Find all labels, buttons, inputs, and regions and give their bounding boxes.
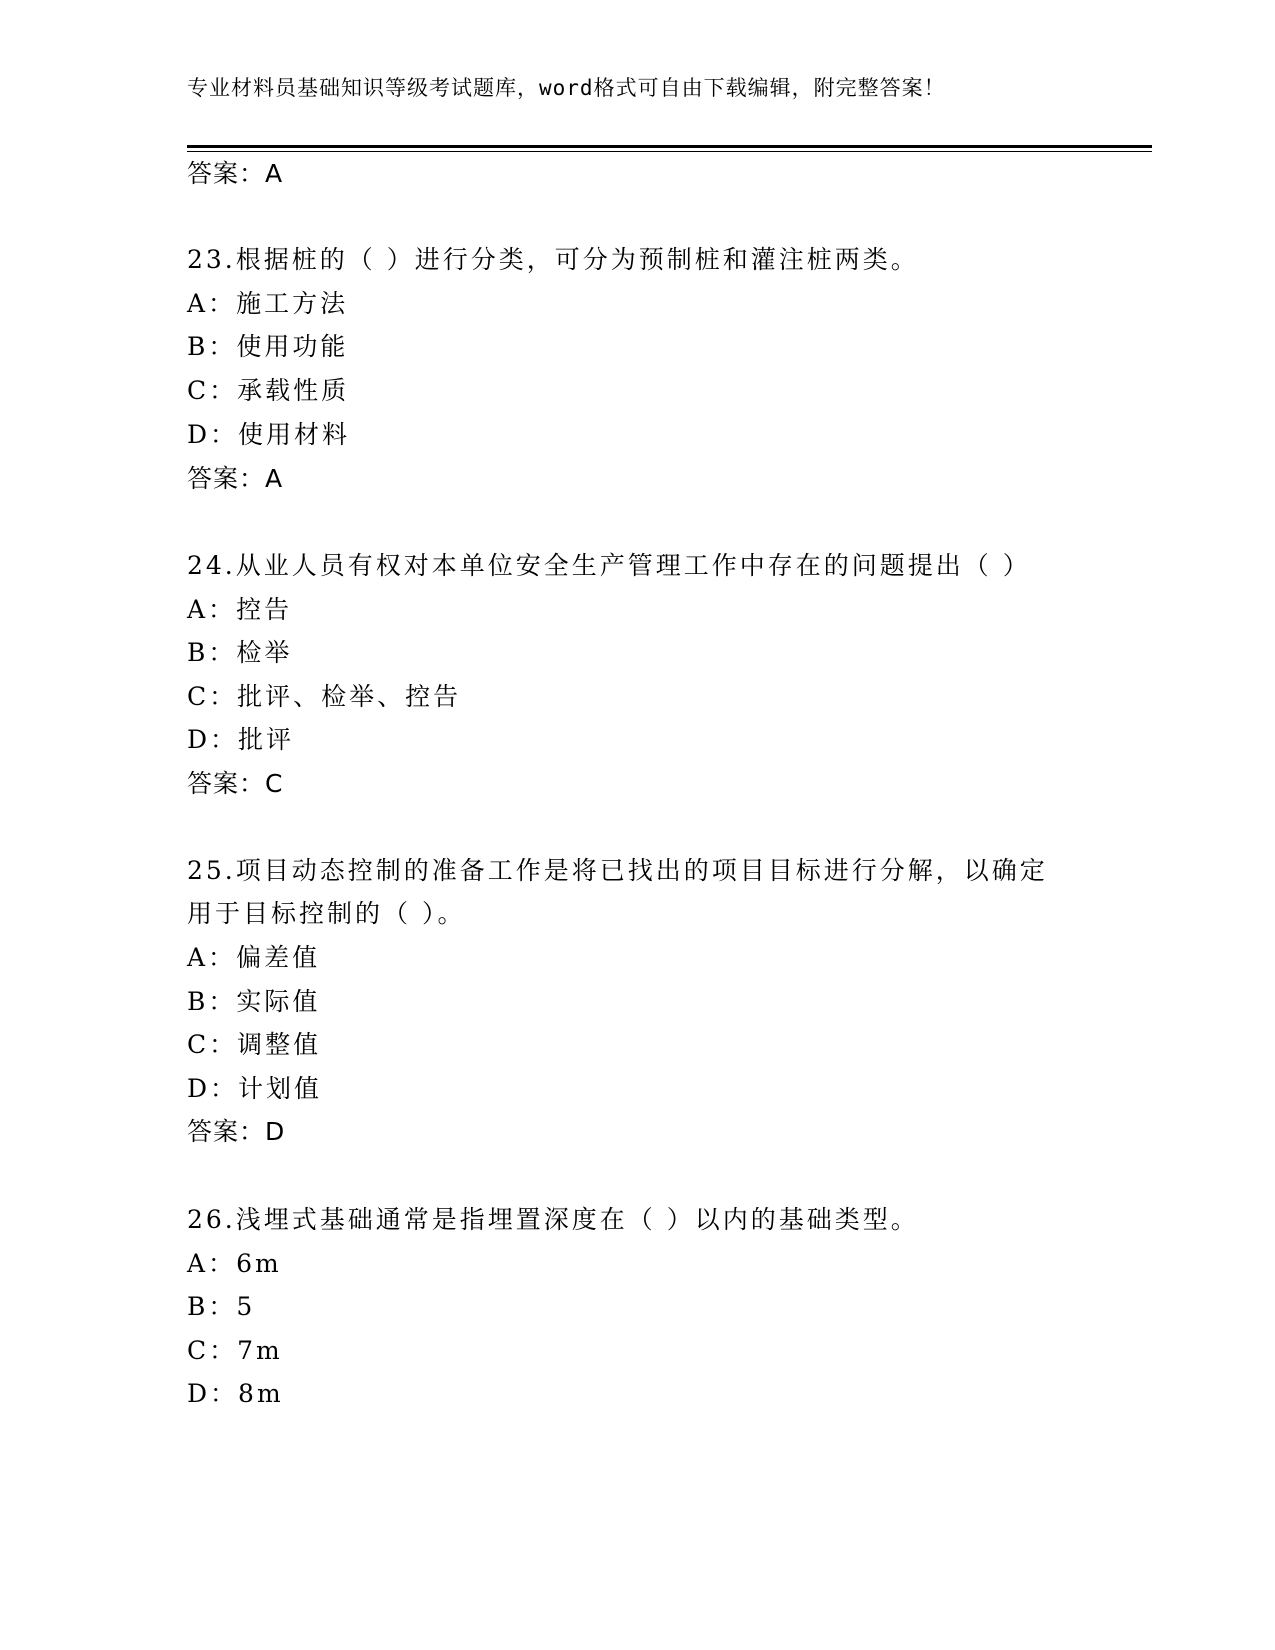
option-26-d bbox=[187, 1377, 284, 1411]
page-header: 专业材料员基础知识等级考试题库，word格式可自由下载编辑，附完整答案！ bbox=[187, 76, 946, 100]
question-26: 26.浅埋式基础通常是指埋置深度在（ ）以内的基础类型。 bbox=[187, 1205, 919, 1234]
question-23: 23.根据桩的（ ）进行分类，可分为预制桩和灌注桩两类。 bbox=[187, 245, 919, 274]
option-23-a bbox=[187, 287, 348, 321]
option-text: 5 bbox=[236, 1292, 256, 1321]
option-text: 6m bbox=[236, 1249, 282, 1278]
option-text: 批评、检举、控告 bbox=[237, 682, 462, 711]
option-text: 8m bbox=[238, 1379, 284, 1408]
option-letter: C： bbox=[187, 682, 238, 711]
option-letter: C： bbox=[187, 376, 238, 405]
option-text: 施工方法 bbox=[236, 289, 349, 318]
option-letter: B： bbox=[187, 1292, 237, 1321]
question-24: 24.从业人员有权对本单位安全生产管理工作中存在的问题提出（ ） bbox=[187, 551, 1031, 580]
option-letter: C： bbox=[187, 1030, 238, 1059]
option-text: 7m bbox=[237, 1336, 283, 1365]
answer-prev: 答案：A bbox=[187, 159, 284, 188]
option-text: 偏差值 bbox=[236, 943, 321, 972]
option-25-d bbox=[187, 1072, 322, 1106]
option-text: 检举 bbox=[236, 638, 293, 667]
option-24-a bbox=[187, 593, 292, 627]
option-letter: D： bbox=[187, 725, 239, 754]
option-26-c bbox=[187, 1334, 283, 1368]
option-letter: D： bbox=[187, 420, 239, 449]
option-text: 承载性质 bbox=[237, 376, 350, 405]
option-letter: A： bbox=[187, 943, 237, 972]
option-25-c bbox=[187, 1028, 321, 1062]
question-25-line1: 25.项目动态控制的准备工作是将已找出的项目目标进行分解，以确定 bbox=[187, 856, 1048, 885]
option-letter: D： bbox=[187, 1379, 239, 1408]
option-26-b bbox=[187, 1290, 255, 1324]
option-letter: B： bbox=[187, 987, 237, 1016]
option-24-c bbox=[187, 680, 461, 714]
option-text: 使用材料 bbox=[238, 420, 351, 449]
option-letter: B： bbox=[187, 332, 237, 361]
option-letter: C： bbox=[187, 1336, 238, 1365]
option-26-a bbox=[187, 1247, 282, 1281]
option-23-c bbox=[187, 374, 349, 408]
option-25-b bbox=[187, 985, 320, 1019]
option-letter: A： bbox=[187, 289, 237, 318]
option-23-b bbox=[187, 330, 348, 364]
option-letter: A： bbox=[187, 595, 237, 624]
question-25-line2: 用于目标控制的（ ）。 bbox=[187, 899, 466, 928]
header-rule-thin bbox=[187, 151, 1152, 152]
option-letter: A： bbox=[187, 1249, 237, 1278]
option-text: 调整值 bbox=[237, 1030, 322, 1059]
answer-25: 答案：D bbox=[187, 1117, 286, 1146]
answer-24: 答案：C bbox=[187, 769, 284, 798]
option-letter: D： bbox=[187, 1074, 239, 1103]
option-text: 控告 bbox=[236, 595, 293, 624]
option-text: 计划值 bbox=[238, 1074, 323, 1103]
option-text: 实际值 bbox=[236, 987, 321, 1016]
option-text: 使用功能 bbox=[236, 332, 349, 361]
option-23-d bbox=[187, 418, 350, 452]
option-letter: B： bbox=[187, 638, 237, 667]
option-25-a bbox=[187, 941, 320, 975]
option-24-d bbox=[187, 723, 294, 757]
header-rule-thick bbox=[187, 145, 1152, 148]
option-text: 批评 bbox=[238, 725, 295, 754]
option-24-b bbox=[187, 636, 292, 670]
answer-23: 答案：A bbox=[187, 464, 284, 493]
